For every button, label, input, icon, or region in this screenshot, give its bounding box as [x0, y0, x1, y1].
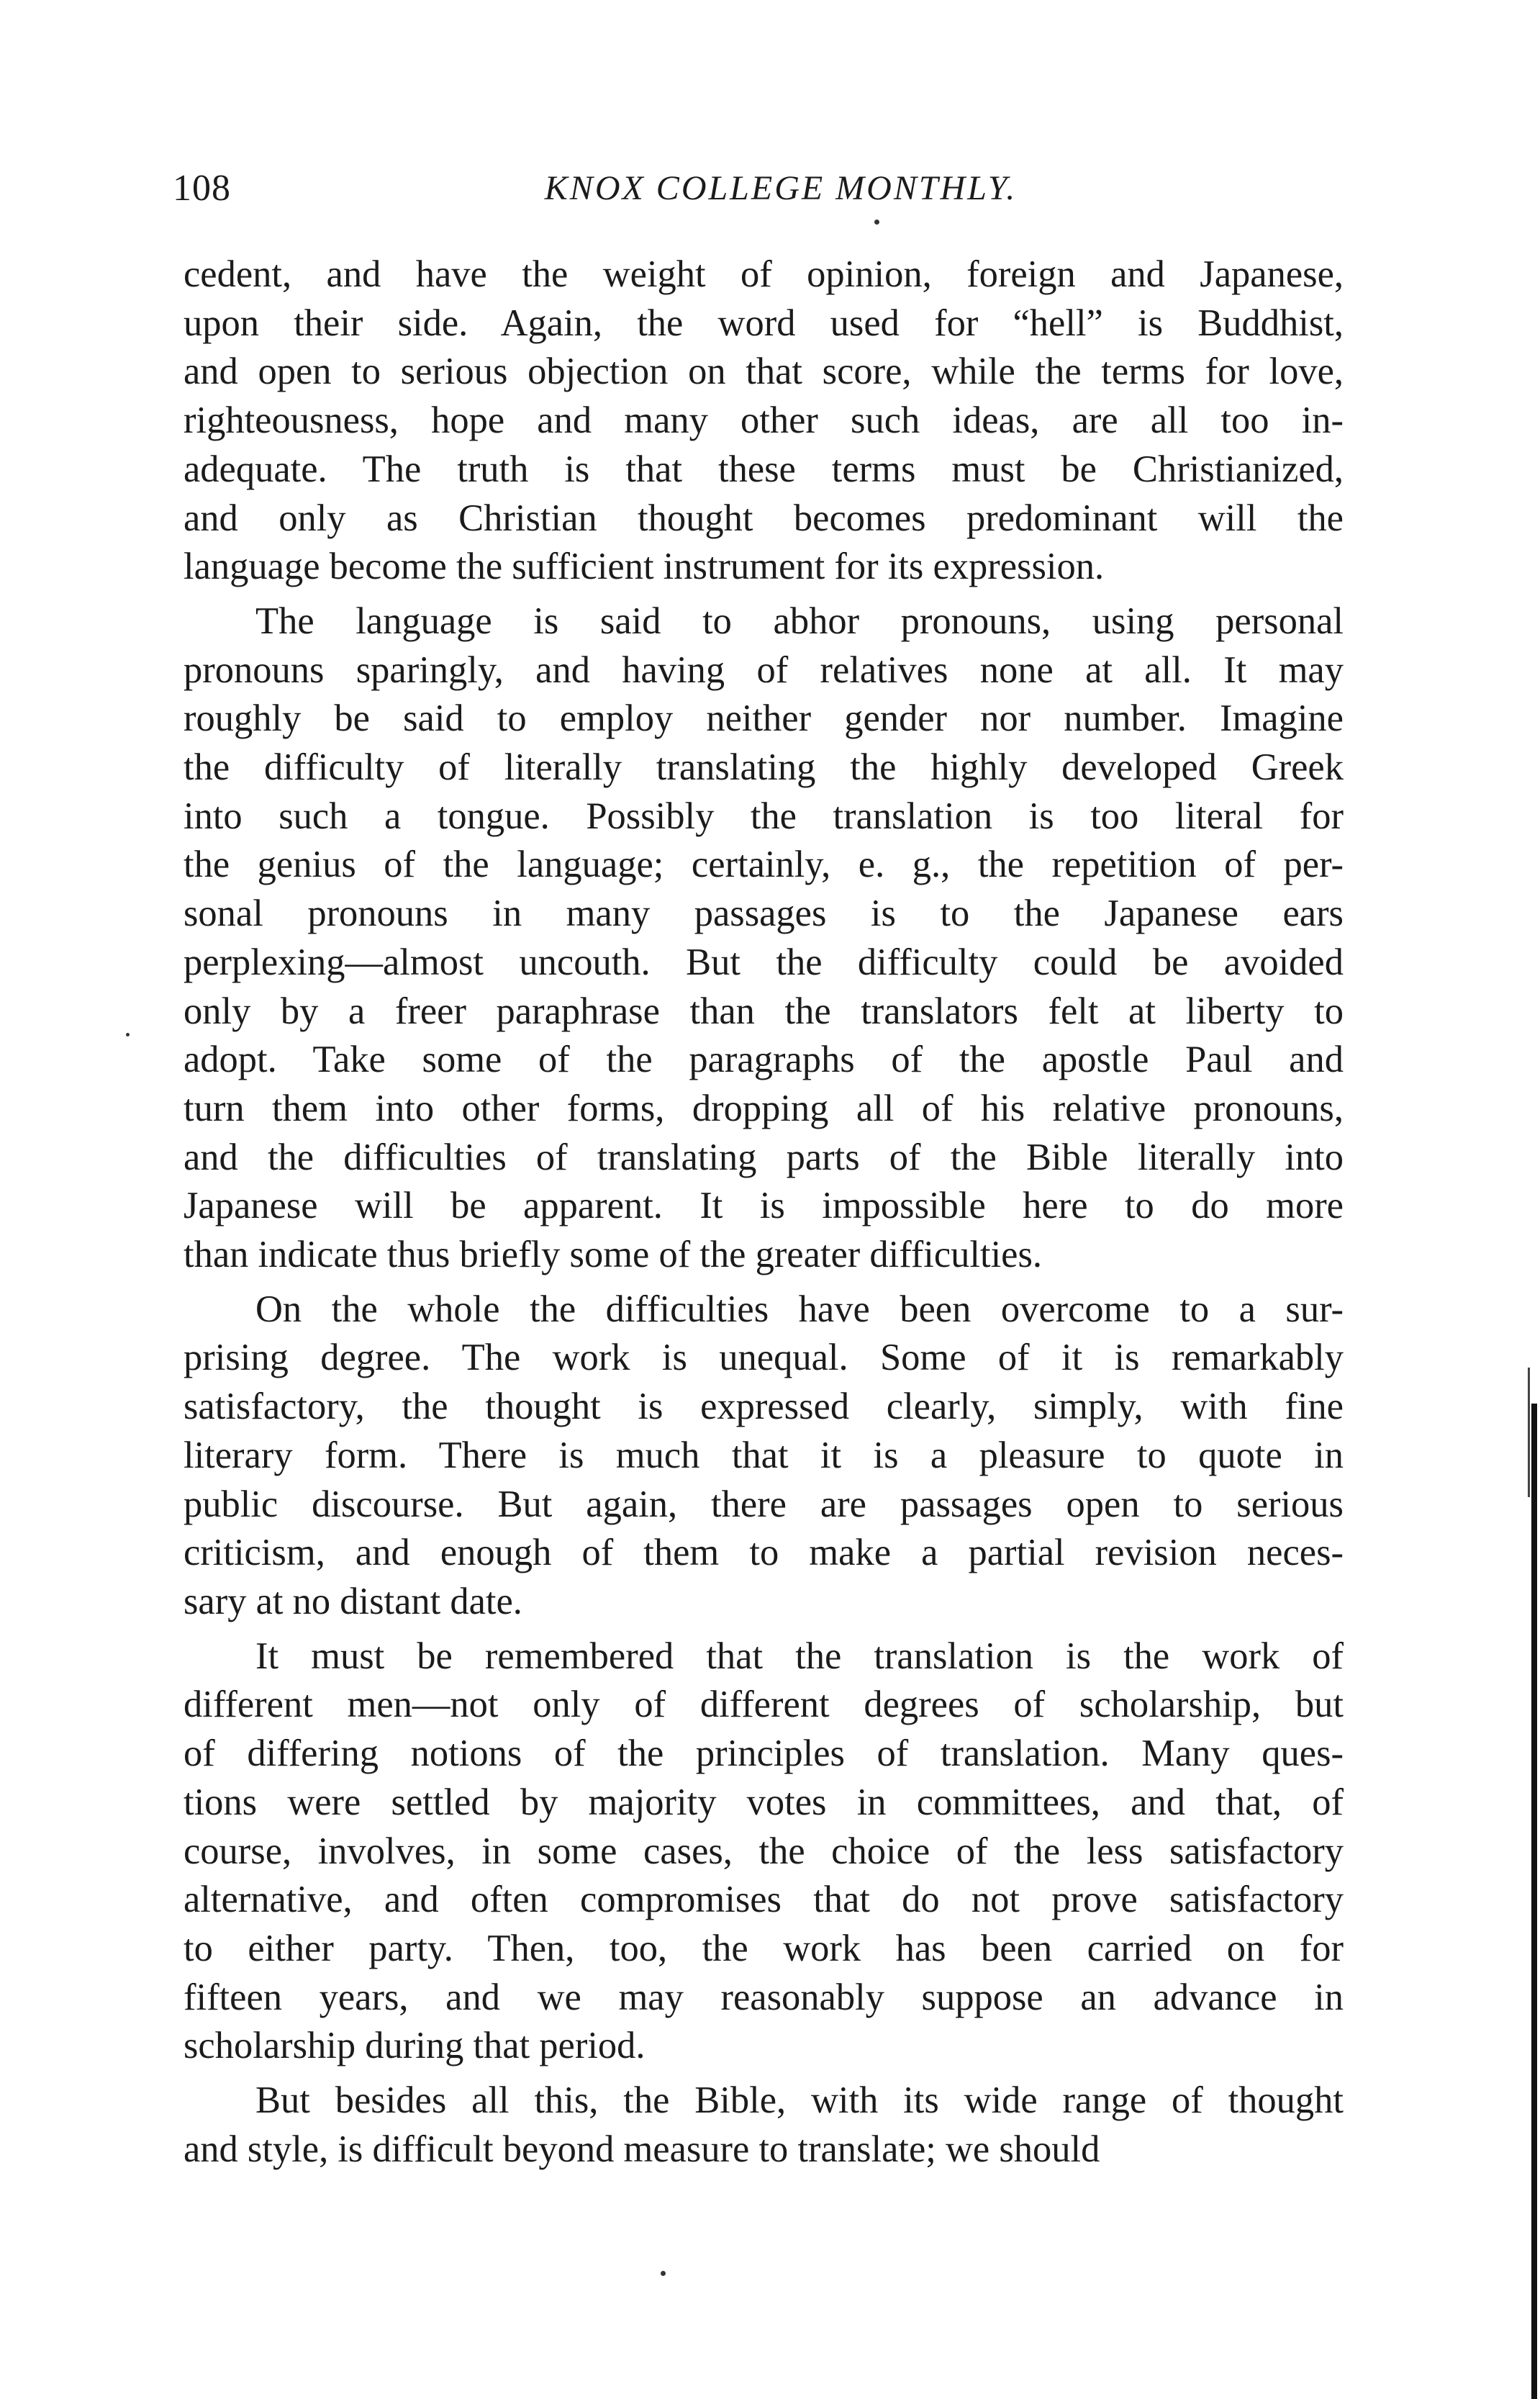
- text-line: prising degree. The work is unequal. Some of it is remarkably: [184, 1337, 1344, 1379]
- text-line: upon their side. Again, the word used for “hell” is Buddhist,: [184, 302, 1344, 344]
- text-line: and the difficulties of translating parts of the Bible literally into: [184, 1136, 1344, 1178]
- text-line: On the whole the difficulties have been overcome to a sur-: [255, 1288, 1344, 1330]
- text-line: of differing notions of the principles of translation. Many ques-: [184, 1732, 1344, 1775]
- text-line: adopt. Take some of the paragraphs of the apostle Paul and: [184, 1039, 1344, 1081]
- text-line: to either party. Then, too, the work has been carried on for: [184, 1927, 1344, 1969]
- page-number: 108: [173, 168, 231, 209]
- paragraph: [184, 1286, 1344, 1627]
- text-line: public discourse. But again, there are passages open to serious: [184, 1483, 1344, 1525]
- running-title: KNOX COLLEGE MONTHLY.: [544, 169, 1018, 207]
- text-line: and open to serious objection on that score, while the terms for love,: [184, 351, 1344, 393]
- text-line: only by a freer paraphrase than the translators felt at liberty to: [184, 990, 1344, 1032]
- text-line: The language is said to abhor pronouns, using personal: [255, 600, 1344, 642]
- text-line: language become the sufficient instrument for its expression.: [184, 546, 1105, 588]
- paragraph: [184, 2077, 1344, 2174]
- scan-edge-line: [1528, 1368, 1530, 1497]
- text-line: cedent, and have the weight of opinion, foreign and Japanese,: [184, 253, 1344, 295]
- text-line: into such a tongue. Possibly the translation is too literal for: [184, 795, 1344, 837]
- text-line: turn them into other forms, dropping all of his relative pronouns,: [184, 1087, 1344, 1129]
- scan-speck: [126, 1033, 130, 1036]
- text-line: sonal pronouns in many passages is to the Japanese ears: [184, 893, 1344, 935]
- text-line: roughly be said to employ neither gender nor number. Imagine: [184, 697, 1344, 740]
- text-line: It must be remembered that the translation is the work of: [255, 1635, 1344, 1677]
- text-line: righteousness, hope and many other such ideas, are all too in-: [184, 399, 1344, 442]
- text-line: different men—not only of different degrees of scholarship, but: [184, 1684, 1344, 1726]
- text-line: Japanese will be apparent. It is impossible here to do more: [184, 1185, 1344, 1227]
- page-header: [173, 160, 1346, 217]
- text-line: literary form. There is much that it is a pleasure to quote in: [184, 1434, 1344, 1476]
- text-line: the difficulty of literally translating the highly developed Greek: [184, 746, 1344, 789]
- body-text: [184, 250, 1344, 2179]
- text-line: But besides all this, the Bible, with its wide range of thought: [255, 2079, 1344, 2122]
- text-line: satisfactory, the thought is expressed clearly, simply, with fine: [184, 1386, 1344, 1428]
- text-line: the genius of the language; certainly, e. g., the repetition of per-: [184, 844, 1344, 886]
- scan-speck: [874, 220, 879, 225]
- text-line: adequate. The truth is that these terms must be Christianized,: [184, 448, 1344, 490]
- text-line: fifteen years, and we may reasonably suppose an advance in: [184, 1976, 1344, 2018]
- text-line: sary at no distant date.: [184, 1580, 522, 1622]
- scan-speck: [661, 2271, 666, 2276]
- text-line: than indicate thus briefly some of the greater difficulties.: [184, 1234, 1043, 1276]
- paragraph: [184, 1632, 1344, 2071]
- text-line: scholarship during that period.: [184, 2025, 646, 2067]
- text-line: alternative, and often compromises that do not prove satisfactory: [184, 1879, 1344, 1921]
- text-line: and style, is difficult beyond measure to translate; we should: [184, 2128, 1100, 2170]
- text-line: and only as Christian thought becomes predominant will the: [184, 497, 1344, 539]
- text-line: criticism, and enough of them to make a partial revision neces-: [184, 1532, 1344, 1574]
- text-line: perplexing—almost uncouth. But the difficulty could be avoided: [184, 941, 1344, 983]
- paragraph: [184, 597, 1344, 1280]
- text-line: tions were settled by majority votes in committees, and that, of: [184, 1781, 1344, 1823]
- scan-edge-shadow: [1531, 1404, 1537, 2399]
- text-line: pronouns sparingly, and having of relatives none at all. It may: [184, 649, 1344, 691]
- paragraph: [184, 250, 1344, 592]
- text-line: course, involves, in some cases, the choice of the less satisfactory: [184, 1830, 1344, 1872]
